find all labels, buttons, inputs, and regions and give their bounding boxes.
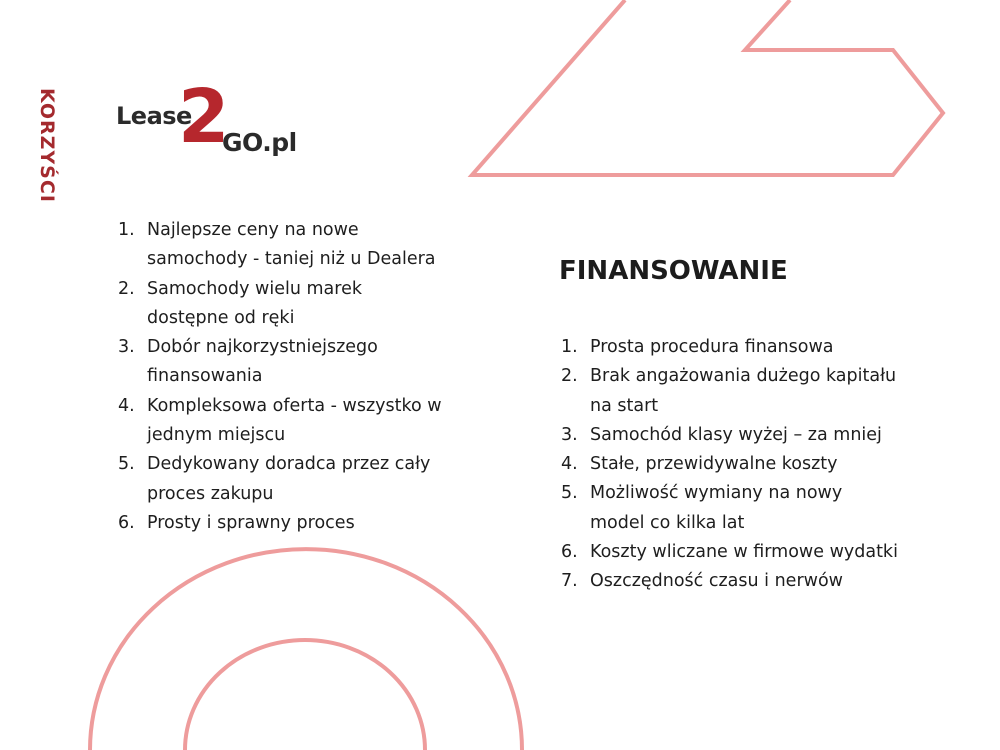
financing-number: 4. bbox=[561, 454, 578, 475]
financing-number: 6. bbox=[561, 542, 578, 563]
financing-item bbox=[561, 538, 901, 567]
financing-number: 7. bbox=[561, 571, 578, 592]
benefit-item bbox=[118, 509, 448, 538]
benefit-number: 2. bbox=[118, 278, 135, 299]
financing-item bbox=[561, 362, 901, 421]
financing-item bbox=[561, 479, 901, 538]
financing-number: 5. bbox=[561, 483, 578, 504]
financing-number: 2. bbox=[561, 366, 578, 387]
decorative-ring-outline-outer bbox=[90, 549, 522, 750]
financing-item bbox=[561, 450, 901, 479]
benefit-text: Prosty i sprawny proces bbox=[147, 512, 355, 533]
financing-text: Koszty wliczane w firmowe wydatki bbox=[590, 542, 898, 563]
financing-text: Stałe, przewidywalne koszty bbox=[590, 454, 838, 475]
benefit-number: 6. bbox=[118, 512, 135, 533]
financing-item bbox=[561, 567, 901, 596]
benefit-number: 5. bbox=[118, 454, 135, 475]
benefit-item bbox=[118, 450, 448, 509]
financing-text: Oszczędność czasu i nerwów bbox=[590, 571, 843, 592]
financing-text: Prosta procedura finansowa bbox=[590, 337, 834, 357]
decorative-arrow-outline bbox=[472, 0, 943, 175]
benefit-text: Kompleksowa oferta - wszystko w jednym miejscu bbox=[147, 395, 442, 446]
benefit-item bbox=[118, 216, 448, 275]
financing-heading: FINANSOWANIE bbox=[559, 256, 788, 286]
logo-word-gopl: GO.pl bbox=[222, 128, 297, 157]
logo-word-lease: Lease bbox=[116, 102, 192, 130]
benefit-text: Dedykowany doradca przez cały proces zakupu bbox=[147, 454, 431, 504]
decorative-ring-outline-inner bbox=[185, 640, 425, 750]
financing-list bbox=[561, 333, 901, 597]
financing-number: 1. bbox=[561, 337, 578, 357]
benefit-item bbox=[118, 333, 448, 392]
financing-number: 3. bbox=[561, 424, 578, 445]
benefit-number: 4. bbox=[118, 395, 135, 416]
benefit-number: 1. bbox=[118, 220, 135, 240]
benefit-text: Samochody wielu marek dostępne od ręki bbox=[147, 278, 362, 328]
lease2go-logo bbox=[114, 74, 314, 166]
financing-text: Możliwość wymiany na nowy model co kilka lat bbox=[590, 483, 843, 533]
financing-text: Brak angażowania dużego kapitału na start bbox=[590, 366, 897, 416]
section-side-label: KORZYŚCI bbox=[36, 88, 58, 203]
benefits-list bbox=[118, 216, 448, 538]
benefit-item bbox=[118, 392, 448, 451]
financing-item bbox=[561, 421, 901, 450]
benefit-text: Najlepsze ceny na nowe samochody - taniej niż u Dealera bbox=[147, 220, 436, 270]
benefit-item bbox=[118, 275, 448, 334]
logo-numeral: 2 bbox=[178, 74, 228, 160]
financing-text: Samochód klasy wyżej – za mniej bbox=[590, 424, 882, 445]
financing-item bbox=[561, 333, 901, 362]
benefit-number: 3. bbox=[118, 337, 135, 358]
benefit-text: Dobór najkorzystniejszego finansowania bbox=[147, 337, 378, 387]
